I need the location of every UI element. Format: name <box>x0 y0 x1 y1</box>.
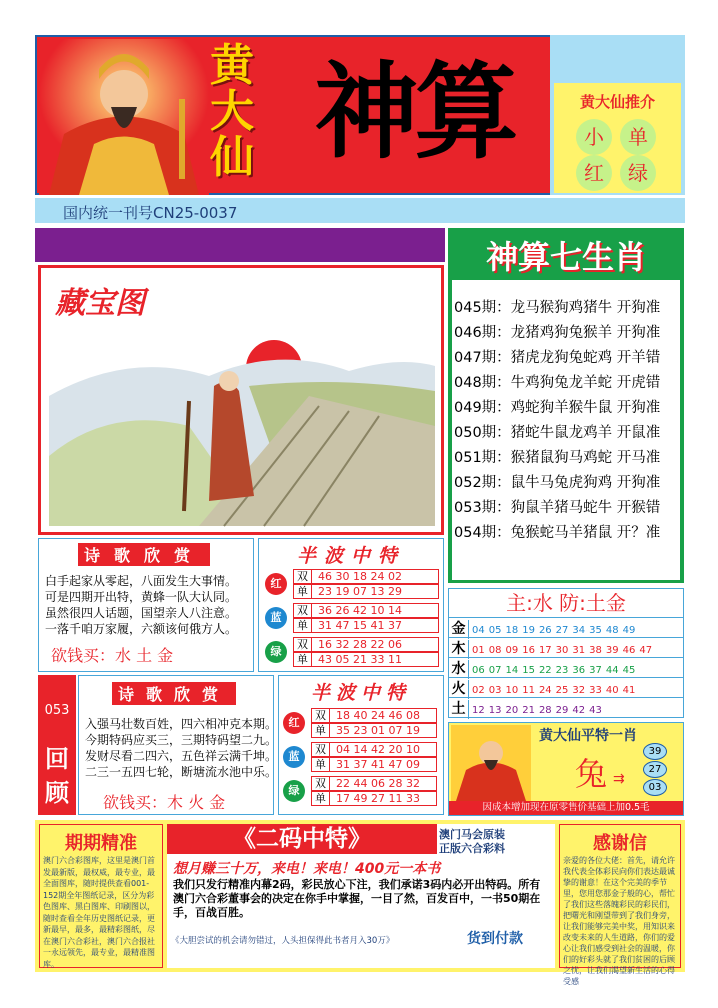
half-wave-title: 半波中特 <box>296 545 405 567</box>
zodiac7-row: 051期：猴猪鼠狗马鸡蛇 开马准 <box>454 450 661 466</box>
element-number: 38 <box>589 645 602 656</box>
element-number: 26 <box>538 625 552 636</box>
element-number: 30 <box>555 645 569 656</box>
half-wave-row <box>281 740 441 774</box>
recommend-panel <box>550 35 685 195</box>
element-row <box>449 697 683 717</box>
element-number: 21 <box>522 705 535 716</box>
element-number: 15 <box>522 665 535 676</box>
brand-name: 黄大仙 <box>210 40 254 183</box>
element-number: 33 <box>589 685 602 696</box>
element-number: 08 <box>488 645 502 656</box>
element-row <box>449 677 683 697</box>
element-key: 水 <box>449 660 469 679</box>
review-tag <box>38 675 76 815</box>
deity-figure-image <box>39 39 209 195</box>
one-zodiac-title: 黄大仙平特一肖 <box>539 728 637 744</box>
one-zodiac-ball: 27 <box>643 761 667 778</box>
element-number: 22 <box>538 665 552 676</box>
element-number: 32 <box>572 685 586 696</box>
number-list: 04 14 42 20 10 <box>336 743 420 756</box>
arrows-icon: ⇉ <box>613 771 625 787</box>
element-number: 43 <box>589 705 602 716</box>
purple-divider <box>35 228 445 262</box>
element-number: 05 <box>488 625 502 636</box>
element-number: 14 <box>505 665 519 676</box>
zodiac7-row: 045期：龙马猴狗鸡猪牛 开狗准 <box>454 300 661 316</box>
element-number: 20 <box>505 705 519 716</box>
one-zodiac-ball: 03 <box>643 779 667 796</box>
footer-center-side: 正版六合彩料 <box>439 842 505 855</box>
main-title: 神算 <box>314 50 515 173</box>
element-row <box>449 617 683 637</box>
parity-label: 单 <box>312 792 330 805</box>
one-zodiac-ball: 39 <box>643 743 667 760</box>
bottom-note: 《大胆尝试的机会请勿错过，人头担保得此书者月入30万》 <box>171 936 395 946</box>
treasure-map-title: 藏宝图 <box>55 286 145 321</box>
zodiac7-panel <box>448 228 684 583</box>
half-wave-line <box>311 776 437 791</box>
element-number: 39 <box>605 645 619 656</box>
element-number: 25 <box>555 685 569 696</box>
review-issue: 053 <box>44 703 70 718</box>
element-number: 48 <box>605 625 619 636</box>
footer-center-side: 澳门马会原装 <box>439 828 505 841</box>
element-number: 49 <box>622 625 636 636</box>
color-ball: 蓝 <box>283 746 305 768</box>
serial-bar <box>35 195 685 223</box>
number-list: 46 30 18 24 02 <box>318 570 402 583</box>
element-key: 土 <box>449 700 469 719</box>
parity-label: 双 <box>294 638 312 651</box>
element-number: 04 <box>472 625 485 636</box>
color-ball: 绿 <box>265 641 287 663</box>
half-wave-row <box>281 706 441 740</box>
half-wave-row <box>263 567 443 601</box>
recommend-item: 红 <box>576 155 612 191</box>
half-wave-line <box>311 791 437 806</box>
number-list: 22 44 06 28 32 <box>336 777 420 790</box>
zodiac7-row: 049期：鸡蛇狗羊猴牛鼠 开狗准 <box>454 400 661 416</box>
review-label: 顾 <box>45 778 69 807</box>
element-key: 火 <box>449 680 469 699</box>
element-number: 45 <box>622 665 636 676</box>
footer-left-text: 澳门六合彩图库，这里是澳门首发最新版，最权威，最专业，最全面图库，随时提供查看001-152期全年图纸记录，区分为彩色图库、黑白图库、印刷图以，随时查看全年历史图纸记录，更新最早，最多，最精彩图纸，尽在澳门六合彩社，澳门六合报社一永远领先，最专业，最精准图库。 <box>43 856 155 969</box>
half-wave-line <box>311 742 437 757</box>
element-number: 23 <box>555 665 569 676</box>
footer-right-panel <box>559 824 681 986</box>
element-number: 17 <box>538 645 552 656</box>
half-wave-line <box>293 603 439 618</box>
footer-right-title: 感谢信 <box>593 833 647 854</box>
element-number: 34 <box>572 625 586 636</box>
parity-label: 双 <box>294 570 312 583</box>
one-zodiac-panel <box>448 722 684 816</box>
review-buy: 欲钱买：木 火 金 <box>103 793 226 812</box>
half-wave-line <box>293 569 439 584</box>
number-list: 17 49 27 11 33 <box>336 792 420 805</box>
number-list: 36 26 42 10 14 <box>318 604 402 617</box>
half-wave-panel <box>258 538 444 672</box>
poem-title: 诗歌欣赏 <box>39 543 253 566</box>
poem-line: 一落千咱万家履，六额该何俄方人。 <box>45 622 238 636</box>
poem-line: 可是四期开出特，黄蜂一队大认同。 <box>45 590 238 604</box>
number-list: 35 23 01 07 19 <box>336 724 420 737</box>
element-number: 31 <box>572 645 586 656</box>
poem-line: 发财尽看二四六，五色祥云满千坤。 <box>85 749 278 763</box>
element-key: 金 <box>449 620 469 639</box>
footer <box>35 820 685 986</box>
treasure-map-panel <box>38 265 444 535</box>
element-key: 木 <box>449 640 469 659</box>
half-wave-row <box>263 635 443 669</box>
zodiac7-title: 神算七生肖 <box>485 238 646 276</box>
poem-line: 入强马壮数百姓，四六相冲克本期。 <box>85 717 278 731</box>
half-wave-line <box>293 618 439 633</box>
element-number: 27 <box>555 625 569 636</box>
zodiac7-row: 054期：兔猴蛇马羊猪鼠 开？准 <box>454 525 661 541</box>
half-wave-line <box>311 723 437 738</box>
review-poem-title: 诗歌欣赏 <box>79 682 273 705</box>
review-label: 回 <box>45 744 69 773</box>
parity-label: 双 <box>294 604 312 617</box>
half-wave-panel-2 <box>278 675 444 815</box>
zodiac7-row: 050期：猪蛇牛鼠龙鸡羊 开鼠准 <box>454 425 661 441</box>
two-code-title: 《二码中特》 <box>167 824 437 854</box>
zodiac7-row: 048期：牛鸡狗兔龙羊蛇 开虎错 <box>454 375 661 391</box>
number-list: 43 05 21 33 11 <box>318 653 402 666</box>
number-list: 23 19 07 13 29 <box>318 585 402 598</box>
parity-label: 单 <box>294 619 312 632</box>
deity-small-image <box>451 725 531 801</box>
element-number: 16 <box>522 645 535 656</box>
element-number: 06 <box>472 665 485 676</box>
element-number: 03 <box>488 685 502 696</box>
parity-label: 双 <box>312 777 330 790</box>
half-wave-line <box>293 584 439 599</box>
zodiac7-row: 052期：鼠牛马兔虎狗鸡 开狗准 <box>454 475 661 491</box>
element-number: 01 <box>472 645 485 656</box>
element-number: 42 <box>572 705 586 716</box>
element-number: 12 <box>472 705 485 716</box>
poem-line: 虽然很四人话题，国望亲人八注意。 <box>45 606 238 620</box>
footer-center-panel <box>167 824 555 968</box>
color-ball: 红 <box>265 573 287 595</box>
number-list: 18 40 24 46 08 <box>336 709 420 722</box>
zodiac7-row: 053期：狗鼠羊猪马蛇牛 开猴错 <box>454 500 661 516</box>
poem-panel <box>38 538 254 672</box>
zodiac7-row: 046期：龙猪鸡狗兔猴羊 开狗准 <box>454 325 661 341</box>
recommend-item: 单 <box>620 119 656 155</box>
review-poem-lines <box>85 716 277 780</box>
parity-label: 单 <box>312 758 330 771</box>
parity-label: 单 <box>294 653 312 666</box>
half-wave-line <box>311 757 437 772</box>
element-number: 35 <box>589 625 602 636</box>
recommend-title: 黄大仙推介 <box>579 93 655 111</box>
number-list: 31 37 41 47 09 <box>336 758 420 771</box>
element-row <box>449 637 683 657</box>
footer-left-title: 期期精准 <box>65 833 137 854</box>
element-number: 41 <box>622 685 636 696</box>
parity-label: 单 <box>312 724 330 737</box>
element-number: 40 <box>605 685 619 696</box>
half-wave-title: 半波中特 <box>310 682 411 704</box>
recommend-item: 小 <box>576 119 612 155</box>
price-notice: 因成本增加现在原零售价基础上加0.5毛 <box>449 801 683 815</box>
element-row <box>449 657 683 677</box>
color-ball: 红 <box>283 712 305 734</box>
element-number: 11 <box>522 685 535 696</box>
half-wave-row <box>281 774 441 808</box>
poem-buy: 欲钱买：水 土 金 <box>51 646 174 665</box>
pay-label: 货到付款 <box>467 931 523 947</box>
element-number: 09 <box>505 645 519 656</box>
color-ball: 蓝 <box>265 607 287 629</box>
element-number: 18 <box>505 625 519 636</box>
slogan: 想月赚三十万，来电！来电！400元一本书 <box>173 861 441 877</box>
parity-label: 双 <box>312 709 330 722</box>
poem-line: 今期特码应买三，三期特码望二九。 <box>85 733 278 747</box>
element-number: 37 <box>589 665 602 676</box>
zodiac7-row: 047期：猪虎龙狗兔蛇鸡 开羊错 <box>454 350 661 366</box>
parity-label: 单 <box>294 585 312 598</box>
serial-number: 国内统一刊号CN25-0037 <box>63 204 238 222</box>
poem-lines <box>45 573 237 637</box>
footer-right-text: 亲爱的各位大佬：首先，请允许我代表全体彩民向你们表达最诚挚的谢意！在这个完美的季节里，您用您那金子般的心，帮忙了我们这些落魄彩民的彩民们，把曙光和刚望带到了我们身旁，让我们能够完美中奖，用知识来改变未来的人生道路，你们的爱心让我们感受到社会的温暖，你们的好彩头就了我们贫困的后顾之忧，让我们渴望新生活的心得受感 <box>563 856 675 986</box>
half-wave-row <box>263 601 443 635</box>
review-poem-panel <box>78 675 278 815</box>
poem-line: 二三一五四七轮，断塘流水池中乐。 <box>85 765 278 779</box>
poem-line: 白手起家从零起，八面发生大事情。 <box>45 574 238 588</box>
one-zodiac-animal: 兔 <box>575 755 608 793</box>
parity-label: 双 <box>312 743 330 756</box>
footer-body: 我们只发行精准内幕2码，彩民放心下注，我们承诺3码内必开出特码。所有澳门六合彩董事会的决定在你手中掌握，一目了然，百发百中，一书50期在手，百战百胜。 <box>173 878 541 919</box>
five-elements-panel <box>448 588 684 718</box>
element-number: 47 <box>639 645 653 656</box>
element-number: 10 <box>505 685 519 696</box>
element-number: 36 <box>572 665 586 676</box>
zodiac7-list <box>452 280 680 580</box>
five-elements-title: 主:水 防:土金 <box>506 591 626 615</box>
recommend-item: 绿 <box>620 155 656 191</box>
half-wave-line <box>293 637 439 652</box>
number-list: 31 47 15 41 37 <box>318 619 402 632</box>
number-list: 16 32 28 22 06 <box>318 638 402 651</box>
color-ball: 绿 <box>283 780 305 802</box>
element-number: 02 <box>472 685 485 696</box>
element-number: 28 <box>538 705 552 716</box>
element-number: 29 <box>555 705 569 716</box>
element-number: 07 <box>488 665 502 676</box>
element-number: 46 <box>622 645 636 656</box>
half-wave-line <box>311 708 437 723</box>
footer-left-panel <box>39 824 163 968</box>
element-number: 24 <box>538 685 552 696</box>
element-number: 44 <box>605 665 619 676</box>
element-number: 19 <box>522 625 535 636</box>
half-wave-line <box>293 652 439 667</box>
element-number: 13 <box>488 705 502 716</box>
